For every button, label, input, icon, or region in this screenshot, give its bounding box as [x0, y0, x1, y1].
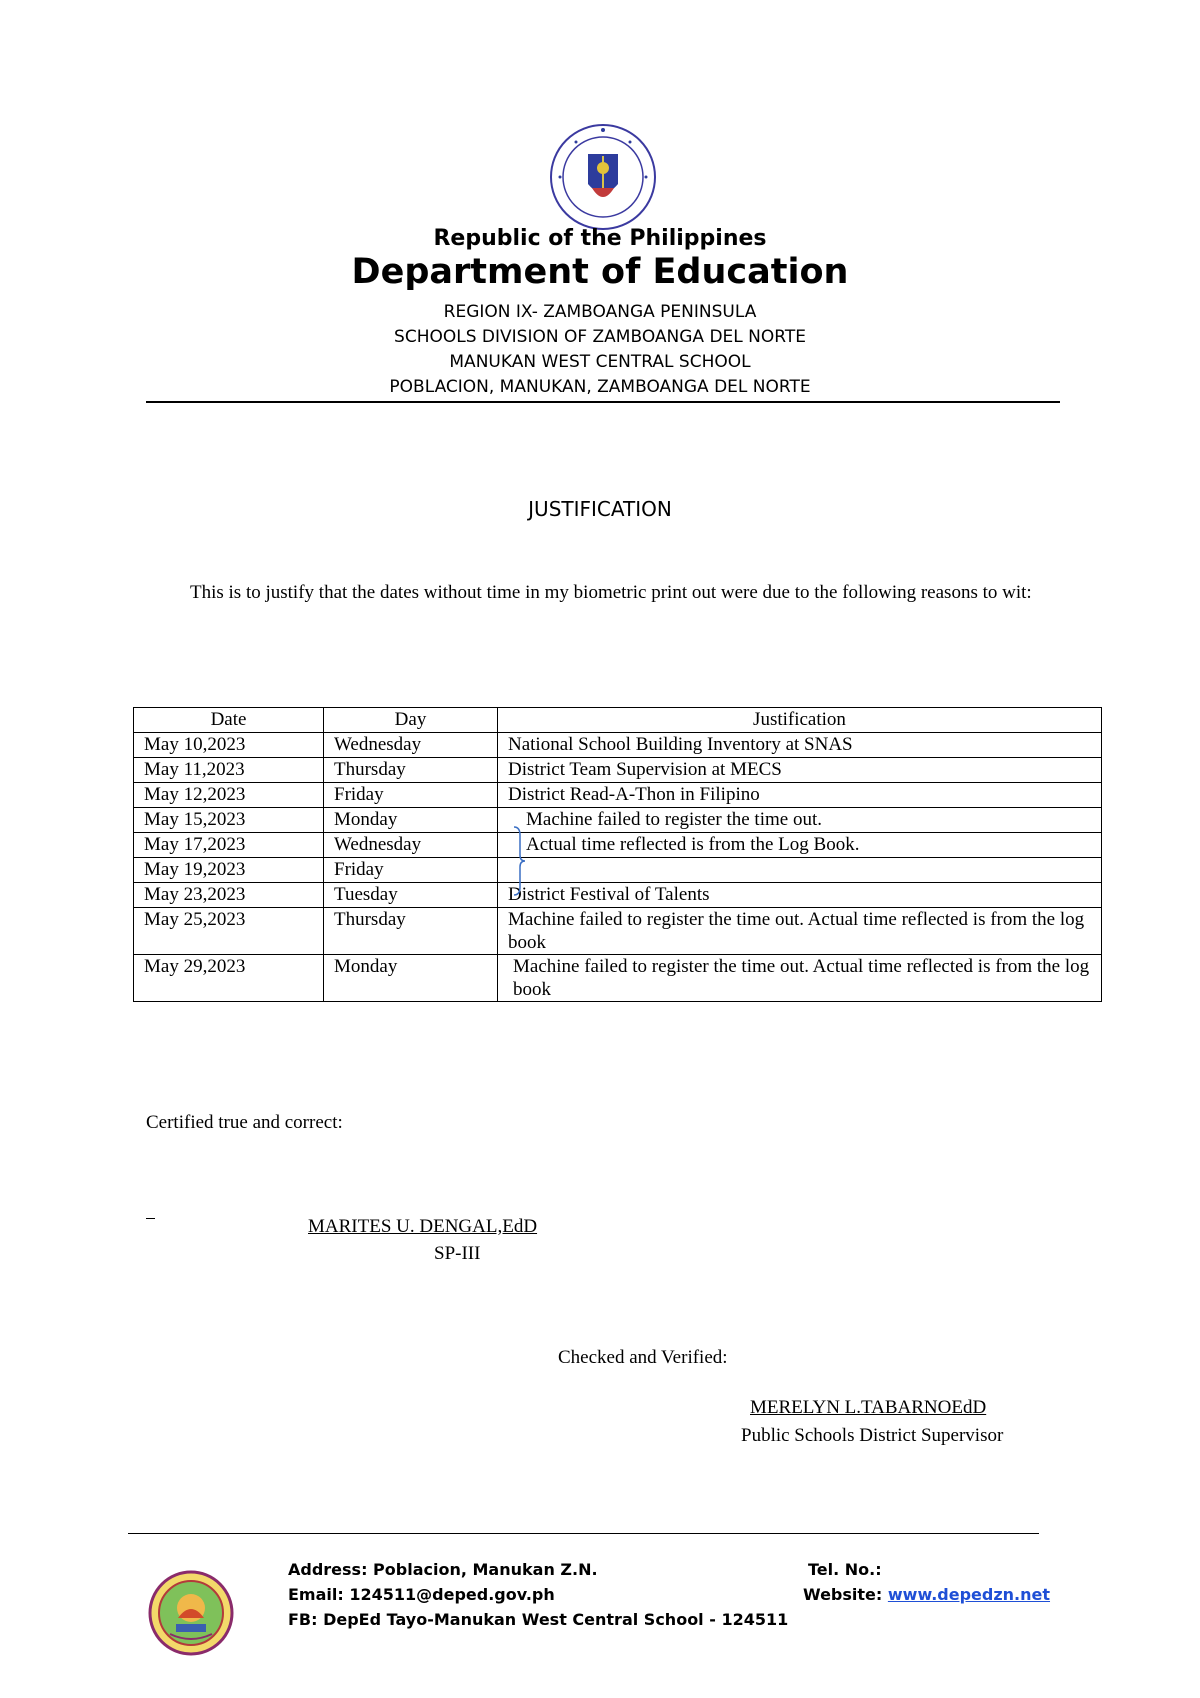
table-header-row	[134, 708, 1102, 733]
table-row	[134, 808, 1102, 833]
table-row	[134, 833, 1102, 858]
table-row	[134, 908, 1102, 955]
cell-justification: Machine failed to register the time out.	[498, 808, 1102, 833]
cell-date: May 15,2023	[134, 808, 324, 833]
cell-day: Monday	[324, 955, 498, 1002]
document-title: JUSTIFICATION	[528, 497, 672, 521]
cell-justification: Machine failed to register the time out. Actual time reflected is from the log book	[498, 955, 1102, 1002]
cell-day: Monday	[324, 808, 498, 833]
cell-day: Thursday	[324, 758, 498, 783]
address-line: POBLACION, MANUKAN, ZAMBOANGA DEL NORTE	[389, 377, 811, 397]
signature-dash	[146, 1218, 155, 1219]
cell-date: May 25,2023	[134, 908, 324, 955]
cell-date: May 19,2023	[134, 858, 324, 883]
table-row	[134, 758, 1102, 783]
cell-justification: Actual time reflected is from the Log Book.	[498, 833, 1102, 858]
justification-table	[133, 707, 1102, 1002]
table-row	[134, 858, 1102, 883]
region-line: REGION IX- ZAMBOANGA PENINSULA	[443, 302, 757, 322]
website-link[interactable]: www.depedzn.net	[887, 1585, 1051, 1604]
table-row	[134, 733, 1102, 758]
cell-day: Friday	[324, 858, 498, 883]
footer-facebook: FB: DepEd Tayo-Manukan West Central School - 124511	[288, 1610, 789, 1629]
cell-day: Tuesday	[324, 883, 498, 908]
table-row	[134, 955, 1102, 1002]
school-logo	[148, 1570, 234, 1656]
table-row	[134, 883, 1102, 908]
department-heading: Department of Education	[351, 252, 849, 292]
header-divider	[146, 401, 1060, 403]
header-justification: Justification	[498, 708, 1102, 733]
cell-day: Wednesday	[324, 833, 498, 858]
cell-date: May 11,2023	[134, 758, 324, 783]
cell-justification: District Read-A-Thon in Filipino	[498, 783, 1102, 808]
verifier-position: Public Schools District Supervisor	[741, 1425, 1004, 1446]
certifier-name: MARITES U. DENGAL,EdD	[308, 1216, 538, 1237]
verified-label: Checked and Verified:	[558, 1347, 728, 1368]
cell-justification: Machine failed to register the time out. Actual time reflected is from the log book	[498, 908, 1102, 955]
table-row	[134, 783, 1102, 808]
footer-website	[803, 1585, 1050, 1604]
footer-email: Email: 124511@deped.gov.ph	[288, 1585, 555, 1604]
cell-date: May 12,2023	[134, 783, 324, 808]
verifier-name: MERELYN L.TABARNOEdD	[750, 1397, 987, 1418]
group-bracket-icon	[512, 825, 526, 897]
cell-justification: District Team Supervision at MECS	[498, 758, 1102, 783]
intro-paragraph: This is to justify that the dates without time in my biometric print out were due to the following reasons to wit:	[190, 582, 1032, 603]
certifier-position: SP-III	[434, 1243, 481, 1264]
cell-day: Wednesday	[324, 733, 498, 758]
cell-justification: National School Building Inventory at SNAS	[498, 733, 1102, 758]
footer-tel: Tel. No.:	[808, 1560, 882, 1579]
republic-heading: Republic of the Philippines	[433, 226, 767, 251]
cell-date: May 10,2023	[134, 733, 324, 758]
website-label: Website:	[803, 1585, 883, 1604]
division-line: SCHOOLS DIVISION OF ZAMBOANGA DEL NORTE	[394, 327, 806, 347]
header-date: Date	[134, 708, 324, 733]
deped-seal-logo	[548, 122, 658, 232]
cell-date: May 29,2023	[134, 955, 324, 1002]
cell-justification: District Festival of Talents	[498, 883, 1102, 908]
cell-justification	[498, 858, 1102, 883]
cell-day: Thursday	[324, 908, 498, 955]
cell-date: May 17,2023	[134, 833, 324, 858]
school-line: MANUKAN WEST CENTRAL SCHOOL	[449, 352, 751, 372]
certified-label: Certified true and correct:	[146, 1112, 343, 1133]
cell-date: May 23,2023	[134, 883, 324, 908]
footer-divider	[128, 1533, 1039, 1534]
header-day: Day	[324, 708, 498, 733]
footer-address: Address: Poblacion, Manukan Z.N.	[288, 1560, 598, 1579]
cell-day: Friday	[324, 783, 498, 808]
